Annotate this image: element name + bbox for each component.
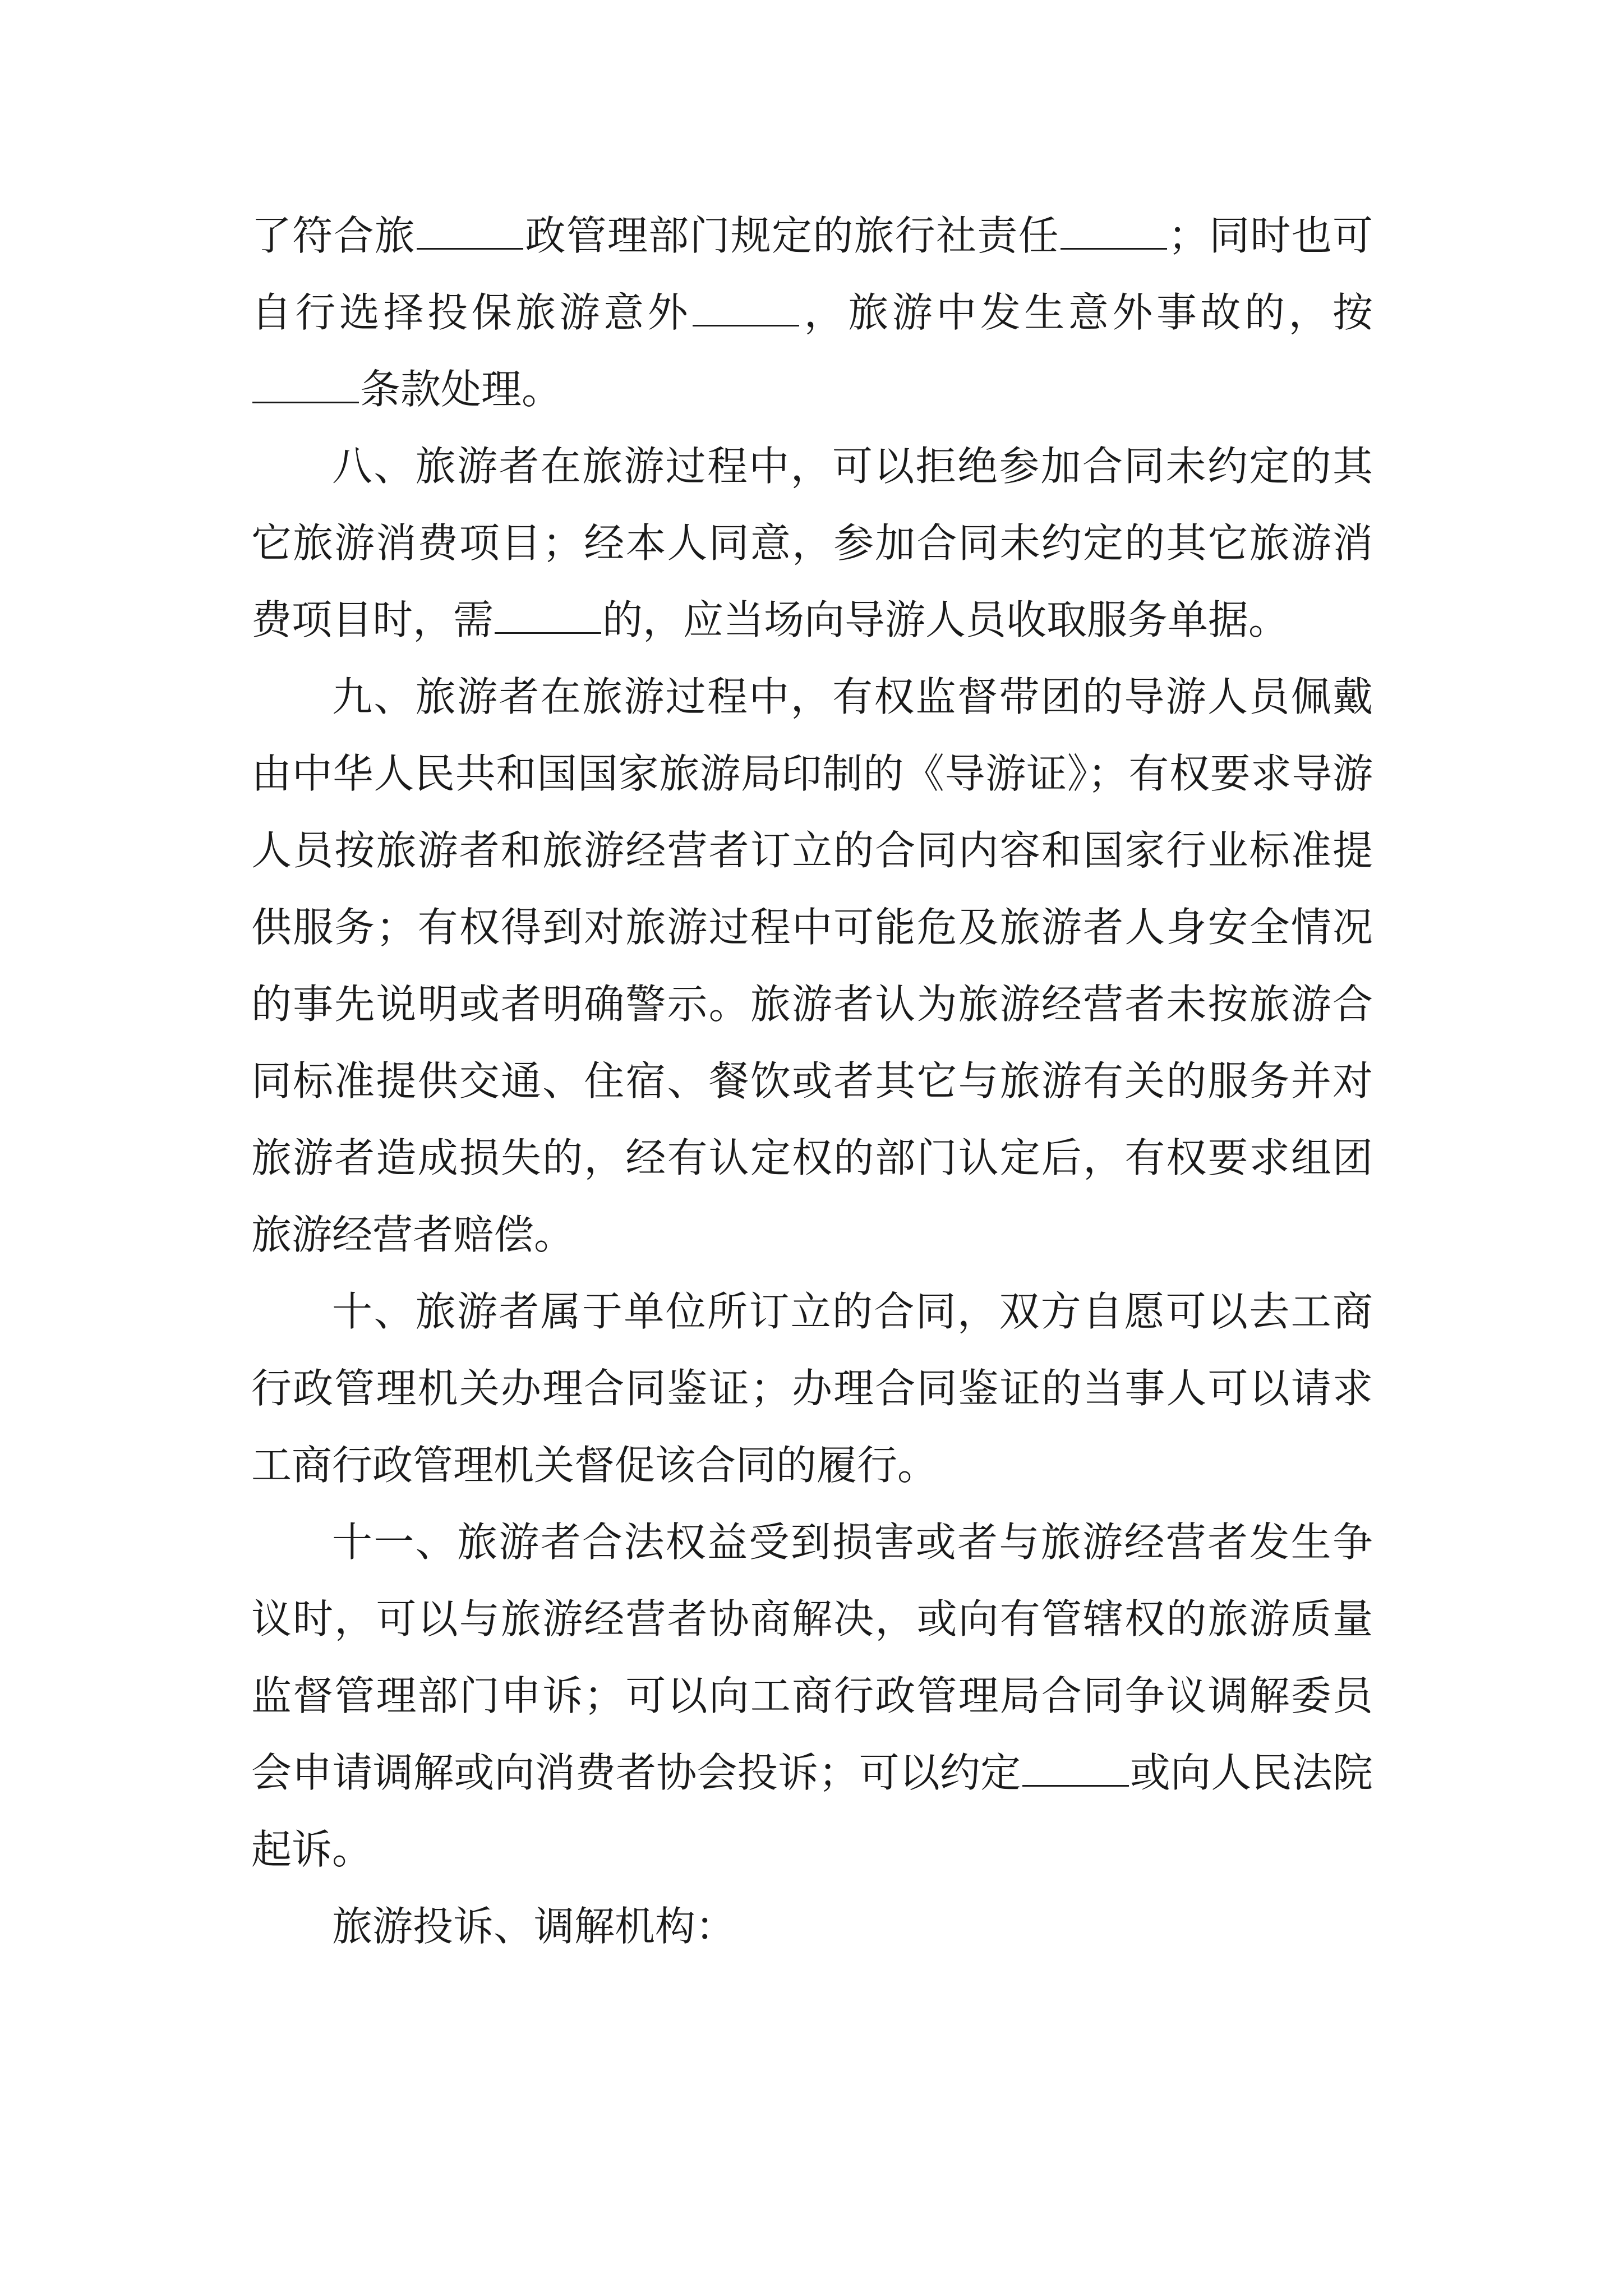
fill-in-blank [693, 288, 799, 326]
text-segment: ；同时也可自行选择投保旅游意外 [251, 212, 1373, 336]
fill-in-blank [252, 365, 359, 403]
text-segment: 了符合旅 [251, 212, 416, 259]
text-segment: 八、旅游者在旅游过程中，可以拒绝参加合同未约定的其它旅游消费项目；经本人同意，参加合同未约定的其它旅游消费项目时，需 [251, 443, 1373, 643]
text-segment: 十一、旅游者合法权益受到损害或者与旅游经营者发生争议时，可以与旅游经营者协商解决，或向有管辖权的旅游质量监督管理部门申诉；可以向工商行政管理局合同争议调解委员会申请调解或向消费者协会投诉；可以约定 [251, 1519, 1373, 1796]
paragraph-seven-continuation [251, 197, 1373, 428]
document-page [251, 197, 1373, 1965]
paragraph-eight [251, 428, 1373, 659]
text-segment: 条款处理。 [360, 366, 562, 413]
fill-in-blank [417, 211, 523, 250]
paragraph-nine: 九、旅游者在旅游过程中，有权监督带团的导游人员佩戴由中华人民共和国国家旅游局印制的《导游证》；有权要求导游人员按旅游者和旅游经营者订立的合同内容和国家行业标准提供服务；有权得到对旅游过程中可能危及旅游者人身安全情况的事先说明或者明确警示。旅游者认为旅游经营者未按旅游合同标准提供交通、住宿、餐饮或者其它与旅游有关的服务并对旅游者造成损失的，经有认定权的部门认定后，有权要求组团旅游经营者赔偿。 [251, 673, 1373, 1258]
text-segment: ，旅游中发生意外事故的，按 [800, 289, 1373, 336]
text-segment: 的，应当场向导游人员收取服务单据。 [602, 596, 1289, 643]
fill-in-blank [1022, 1749, 1129, 1787]
complaint-agency-heading: 旅游投诉、调解机构： [332, 1903, 736, 1950]
text-segment: 或向人民法院起诉。 [251, 1749, 1373, 1873]
text-segment: 政管理部门规定的旅行社责任 [524, 212, 1059, 259]
paragraph-ten: 十、旅游者属于单位所订立的合同，双方自愿可以去工商行政管理机关办理合同鉴证；办理合同鉴证的当事人可以请求工商行政管理机关督促该合同的履行。 [251, 1288, 1373, 1489]
fill-in-blank [495, 596, 601, 634]
paragraph-eleven [251, 1504, 1373, 1888]
fill-in-blank [1061, 211, 1167, 250]
